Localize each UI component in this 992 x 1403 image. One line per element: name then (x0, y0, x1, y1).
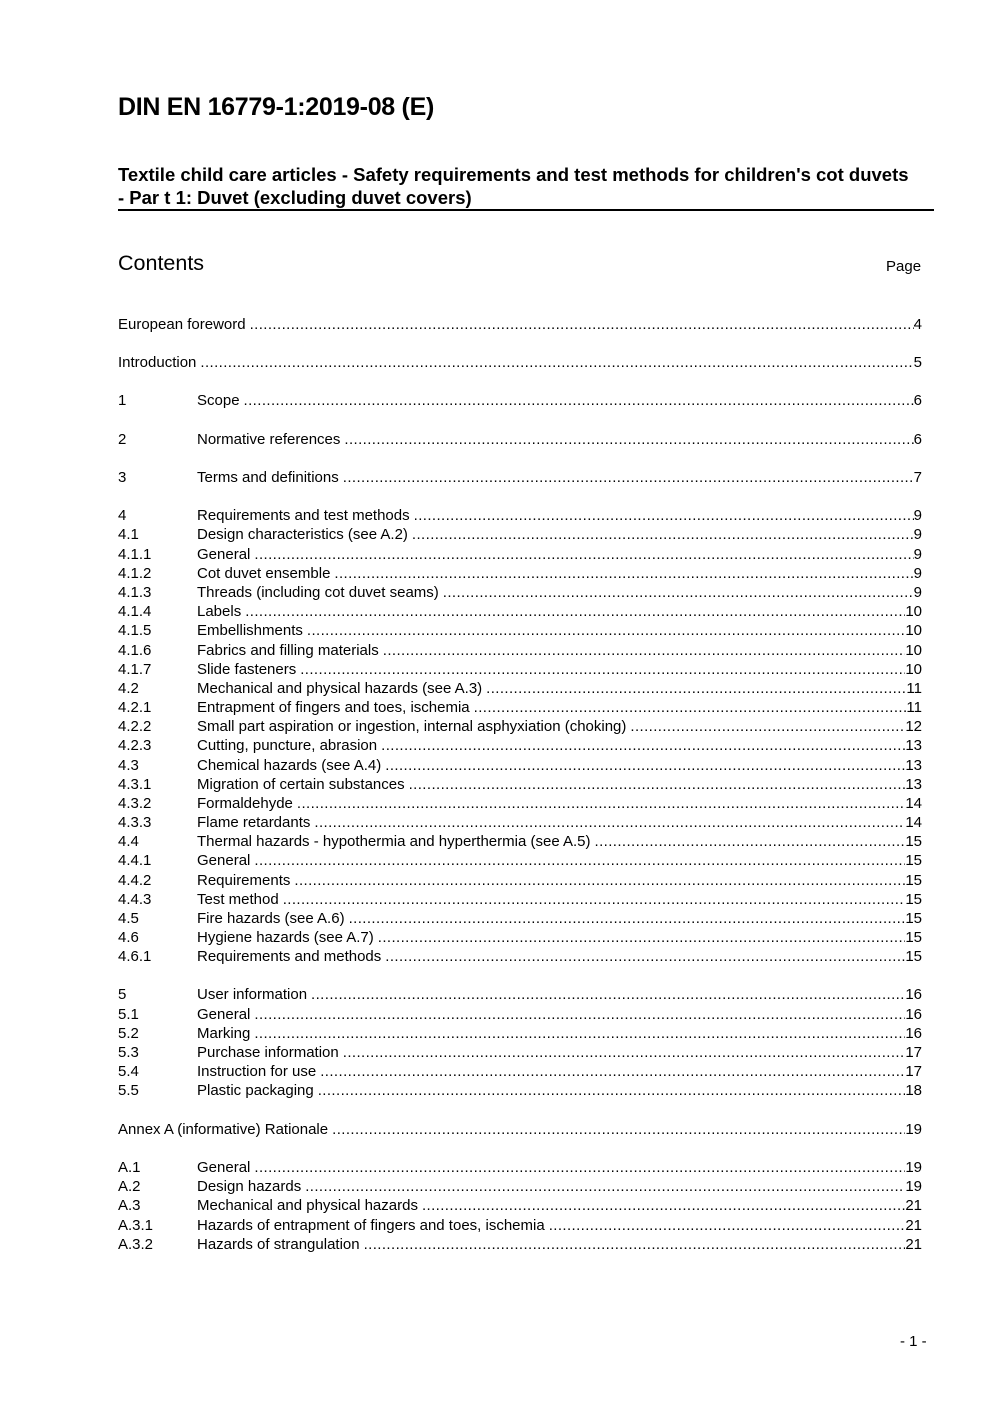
toc-entry-page: 19 (905, 1159, 922, 1176)
toc-entry-number: 4.1.7 (118, 661, 152, 678)
toc-dot-leader (297, 794, 905, 813)
toc-entry-number: 4.4.2 (118, 872, 152, 889)
toc-entry[interactable] (118, 947, 922, 966)
toc-entry[interactable] (118, 641, 922, 660)
toc-entry-page: 15 (905, 852, 922, 869)
toc-dot-leader (245, 602, 905, 621)
toc-entry-page: 6 (913, 392, 922, 409)
toc-entry[interactable] (118, 391, 922, 410)
toc-dot-leader (409, 775, 906, 794)
toc-dot-leader (412, 525, 914, 544)
toc-dot-leader (422, 1196, 905, 1215)
toc-dot-leader (254, 1005, 905, 1024)
toc-entry-page: 21 (905, 1217, 922, 1234)
toc-entry-label: Requirements and methods (197, 948, 382, 965)
toc-entry-number: 4.1.2 (118, 565, 152, 582)
toc-entry-label: Formaldehyde (197, 795, 293, 812)
toc-dot-leader (383, 641, 906, 660)
toc-entry-label: Design characteristics (see A.2) (197, 526, 408, 543)
toc-entry[interactable] (118, 1062, 922, 1081)
toc-entry-label: European foreword (118, 316, 246, 333)
toc-entry-label: Hazards of entrapment of fingers and toes, ischemia (197, 1217, 545, 1234)
toc-dot-leader (307, 621, 905, 640)
toc-entry-page: 14 (905, 814, 922, 831)
toc-dot-leader (294, 871, 905, 890)
toc-entry-page: 5 (913, 354, 922, 371)
toc-dot-leader (385, 756, 905, 775)
toc-entry[interactable] (118, 506, 922, 525)
toc-entry[interactable] (118, 679, 922, 698)
toc-entry-label: User information (197, 986, 308, 1003)
toc-entry-number: A.3.2 (118, 1236, 154, 1253)
toc-entry-page: 9 (913, 546, 922, 563)
page-column-heading: Page (886, 258, 922, 275)
toc-entry-number: 4.2.3 (118, 737, 152, 754)
toc-entry[interactable] (118, 353, 922, 372)
toc-entry-number: 2 (118, 431, 127, 448)
toc-entry-label: Test method (197, 891, 279, 908)
toc-entry-number: 5 (118, 986, 127, 1003)
toc-dot-leader (344, 430, 913, 449)
toc-dot-leader (300, 660, 905, 679)
toc-dot-leader (474, 698, 907, 717)
toc-dot-leader (414, 506, 914, 525)
toc-entry-page: 13 (905, 737, 922, 754)
toc-dot-leader (378, 928, 906, 947)
toc-entry[interactable] (118, 621, 922, 640)
toc-entry-number: 4.5 (118, 910, 139, 927)
toc-entry-number: 5.4 (118, 1063, 139, 1080)
toc-dot-leader (385, 947, 905, 966)
toc-dot-leader (200, 353, 913, 372)
toc-dot-leader (486, 679, 906, 698)
toc-entry-page: 21 (905, 1236, 922, 1253)
toc-entry-label: Instruction for use (197, 1063, 317, 1080)
toc-entry-page: 17 (905, 1063, 922, 1080)
toc-entry-page: 15 (905, 891, 922, 908)
toc-dot-leader (595, 832, 906, 851)
toc-entry[interactable] (118, 564, 922, 583)
toc-entry-page: 11 (906, 699, 922, 716)
toc-entry-label: Threads (including cot duvet seams) (197, 584, 439, 601)
toc-entry-page: 19 (905, 1178, 922, 1195)
toc-entry-number: A.3 (118, 1197, 141, 1214)
toc-entry-page: 13 (905, 757, 922, 774)
toc-entry-page: 6 (913, 431, 922, 448)
toc-entry-number: 4.3.3 (118, 814, 152, 831)
toc-entry-label: Hazards of strangulation (197, 1236, 360, 1253)
toc-entry-label: General (197, 852, 251, 869)
toc-entry-label: Small part aspiration or ingestion, internal asphyxiation (choking) (197, 718, 627, 735)
toc-entry[interactable] (118, 832, 922, 851)
toc-entry-number: 5.5 (118, 1082, 139, 1099)
toc-dot-leader (254, 851, 905, 870)
toc-entry-page: 14 (905, 795, 922, 812)
toc-entry-label: Fabrics and filling materials (197, 642, 379, 659)
toc-entry-number: 4.1.4 (118, 603, 152, 620)
toc-entry-number: 4.4 (118, 833, 139, 850)
toc-entry-page: 4 (913, 316, 922, 333)
toc-entry-page: 9 (913, 526, 922, 543)
document-subtitle: Textile child care articles - Safety requirements and test methods for children's cot duvets - Par t 1: Duvet (excluding duvet covers) (118, 164, 909, 208)
toc-entry-number: 5.1 (118, 1006, 139, 1023)
toc-entry-number: 4.1.3 (118, 584, 152, 601)
toc-entry-label: General (197, 1006, 251, 1023)
toc-entry[interactable] (118, 1177, 922, 1196)
toc-dot-leader (244, 391, 914, 410)
toc-entry-number: 4.6.1 (118, 948, 152, 965)
toc-entry-page: 15 (905, 872, 922, 889)
toc-entry-label: Mechanical and physical hazards (197, 1197, 418, 1214)
toc-entry[interactable] (118, 794, 922, 813)
toc-entry-label: General (197, 546, 251, 563)
toc-entry-label: Hygiene hazards (see A.7) (197, 929, 374, 946)
toc-entry-label: Migration of certain substances (197, 776, 405, 793)
toc-entry-label: Labels (197, 603, 242, 620)
toc-entry[interactable] (118, 583, 922, 602)
toc-entry[interactable] (118, 1158, 922, 1177)
toc-entry-label: Embellishments (197, 622, 303, 639)
toc-entry-label: Requirements and test methods (197, 507, 410, 524)
toc-dot-leader (254, 1158, 905, 1177)
toc-entry-number: 4.1.1 (118, 546, 152, 563)
toc-entry-number: 4.1.5 (118, 622, 152, 639)
toc-entry-number: 4.1 (118, 526, 139, 543)
toc-dot-leader (630, 717, 905, 736)
toc-entry[interactable] (118, 928, 922, 947)
toc-entry-number: A.1 (118, 1159, 141, 1176)
toc-entry[interactable] (118, 909, 922, 928)
toc-dot-leader (311, 985, 905, 1004)
toc-entry-label: Introduction (118, 354, 197, 371)
toc-entry-page: 9 (913, 584, 922, 601)
toc-entry[interactable] (118, 1081, 922, 1100)
toc-entry-number: 3 (118, 469, 127, 486)
toc-dot-leader (334, 564, 913, 583)
toc-entry-label: Design hazards (197, 1178, 302, 1195)
toc-entry-page: 10 (905, 622, 922, 639)
toc-entry[interactable] (118, 1216, 922, 1235)
toc-entry[interactable] (118, 871, 922, 890)
toc-entry[interactable] (118, 315, 922, 334)
toc-entry[interactable] (118, 985, 922, 1004)
toc-entry-label: Mechanical and physical hazards (see A.3) (197, 680, 483, 697)
footer-page-number: - 1 - (900, 1333, 927, 1350)
toc-entry-label: Annex A (informative) Rationale (118, 1121, 329, 1138)
toc-dot-leader (381, 736, 905, 755)
toc-entry-page: 15 (905, 833, 922, 850)
toc-entry-label: Terms and definitions (197, 469, 339, 486)
toc-entry[interactable] (118, 468, 922, 487)
toc-entry-number: 4.2.1 (118, 699, 152, 716)
toc-entry-page: 17 (905, 1044, 922, 1061)
toc-entry-page: 15 (905, 948, 922, 965)
toc-entry-page: 12 (905, 718, 922, 735)
toc-dot-leader (364, 1235, 906, 1254)
toc-dot-leader (343, 468, 914, 487)
toc-entry-number: 4.2.2 (118, 718, 152, 735)
toc-entry-page: 16 (905, 986, 922, 1003)
toc-entry-page: 15 (905, 910, 922, 927)
toc-entry-number: 4.3.2 (118, 795, 152, 812)
toc-entry[interactable] (118, 602, 922, 621)
toc-entry-label: Flame retardants (197, 814, 311, 831)
toc-entry-number: A.3.1 (118, 1217, 154, 1234)
toc-entry[interactable] (118, 525, 922, 544)
toc-entry-label: Purchase information (197, 1044, 339, 1061)
toc-dot-leader (254, 1024, 905, 1043)
toc-entry-page: 16 (905, 1006, 922, 1023)
toc-dot-leader (549, 1216, 906, 1235)
toc-entry-page: 21 (905, 1197, 922, 1214)
toc-entry-page: 11 (906, 680, 922, 697)
toc-entry-page: 9 (913, 507, 922, 524)
contents-heading: Contents (118, 251, 205, 275)
toc-entry[interactable] (118, 1196, 922, 1215)
toc-entry[interactable] (118, 851, 922, 870)
toc-entry-number: 4.2 (118, 680, 139, 697)
toc-entry-label: Thermal hazards - hypothermia and hyperthermia (see A.5) (197, 833, 591, 850)
toc-dot-leader (305, 1177, 905, 1196)
toc-entry[interactable] (118, 698, 922, 717)
toc-entry-number: 4.1.6 (118, 642, 152, 659)
toc-entry-page: 19 (905, 1121, 922, 1138)
toc-entry-label: Slide fasteners (197, 661, 297, 678)
toc-dot-leader (318, 1081, 906, 1100)
toc-entry-label: Requirements (197, 872, 291, 889)
toc-entry-label: Cutting, puncture, abrasion (197, 737, 378, 754)
toc-entry-page: 9 (913, 565, 922, 582)
toc-entry-page: 10 (905, 661, 922, 678)
toc-dot-leader (254, 545, 913, 564)
toc-entry-number: A.2 (118, 1178, 141, 1195)
toc-entry-label: Plastic packaging (197, 1082, 314, 1099)
toc-entry-label: Marking (197, 1025, 251, 1042)
toc-entry[interactable] (118, 813, 922, 832)
toc-entry-number: 4.3 (118, 757, 139, 774)
toc-dot-leader (250, 315, 914, 334)
toc-entry[interactable] (118, 1005, 922, 1024)
toc-entry[interactable] (118, 545, 922, 564)
toc-entry[interactable] (118, 890, 922, 909)
toc-entry-label: General (197, 1159, 251, 1176)
toc-entry[interactable] (118, 1043, 922, 1062)
toc-entry-page: 18 (905, 1082, 922, 1099)
toc-dot-leader (332, 1120, 905, 1139)
toc-dot-leader (343, 1043, 906, 1062)
toc-entry-label: Scope (197, 392, 240, 409)
toc-entry[interactable] (118, 775, 922, 794)
toc-dot-leader (443, 583, 914, 602)
document-title: DIN EN 16779-1:2019-08 (E) (118, 93, 434, 121)
toc-entry-page: 7 (913, 469, 922, 486)
toc-entry-page: 15 (905, 929, 922, 946)
toc-entry-number: 4.4.3 (118, 891, 152, 908)
toc-entry-page: 13 (905, 776, 922, 793)
toc-entry-label: Entrapment of fingers and toes, ischemia (197, 699, 470, 716)
toc-entry[interactable] (118, 717, 922, 736)
toc-dot-leader (283, 890, 906, 909)
toc-entry-page: 16 (905, 1025, 922, 1042)
toc-entry[interactable] (118, 1235, 922, 1254)
toc-entry-number: 4.3.1 (118, 776, 152, 793)
toc-entry[interactable] (118, 660, 922, 679)
toc-entry-number: 4.6 (118, 929, 139, 946)
toc-dot-leader (320, 1062, 905, 1081)
toc-entry-number: 4 (118, 507, 127, 524)
toc-entry-label: Chemical hazards (see A.4) (197, 757, 382, 774)
toc-entry-number: 5.3 (118, 1044, 139, 1061)
toc-entry[interactable] (118, 1120, 922, 1139)
toc-entry[interactable] (118, 1024, 922, 1043)
toc-dot-leader (314, 813, 905, 832)
toc-dot-leader (349, 909, 906, 928)
toc-entry-page: 10 (905, 603, 922, 620)
toc-entry-number: 4.4.1 (118, 852, 152, 869)
toc-entry-label: Cot duvet ensemble (197, 565, 331, 582)
title-rule (118, 209, 934, 211)
toc-entry-label: Normative references (197, 431, 341, 448)
toc-entry[interactable] (118, 756, 922, 775)
toc-entry[interactable] (118, 736, 922, 755)
toc-entry-number: 5.2 (118, 1025, 139, 1042)
toc-entry-label: Fire hazards (see A.6) (197, 910, 345, 927)
toc-entry-page: 10 (905, 642, 922, 659)
toc-entry-number: 1 (118, 392, 127, 409)
toc-entry[interactable] (118, 430, 922, 449)
